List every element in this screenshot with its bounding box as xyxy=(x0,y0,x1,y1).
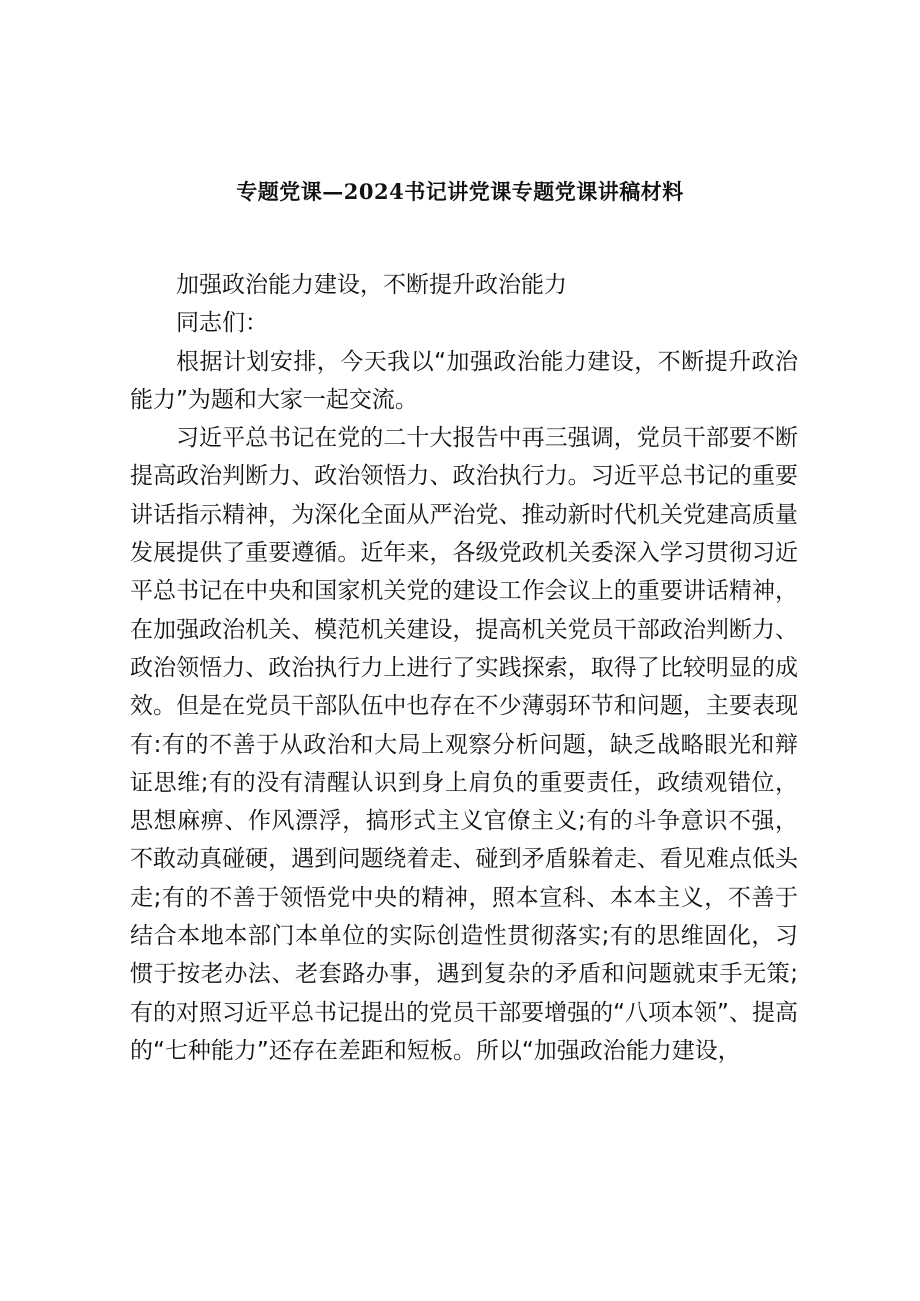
body-paragraph: 根据计划安排，今天我以“加强政治能力建设，不断提升政治能力”为题和大家一起交流。 xyxy=(130,348,798,413)
salutation: 同志们： xyxy=(176,310,268,337)
document-title: 专题党课—2024书记讲党课专题党课讲稿材料 xyxy=(236,179,684,204)
body-paragraph: 习近平总书记在党的二十大报告中再三强调，党员干部要不断提高政治判断力、政治领悟力、政治执行力。习近平总书记的重要讲话指示精神，为深化全面从严治党、推动新时代机关党建高质量发展提供了重要遵循。近年来，各级党政机关委深入学习贯彻习近平总书记在中央和国家机关党的建设工作会议上的重要讲话精神，在加强政治机关、模范机关建设，提高机关党员干部政治判断力、政治领悟力、政治执行力上进行了实践探索，取得了比较明显的成效。但是在党员干部队伍中也存在不少薄弱环节和问题，主要表现有:有的不善于从政治和大局上观察分析问题，缺乏战略眼光和辩证思维;有的没有清醒认识到身上肩负的重要责任，政绩观错位，思想麻痹、作风漂浮，搞形式主义官僚主义;有的斗争意识不强，不敢动真碰硬，遇到问题绕着走、碰到矛盾躲着走、看见难点低头走;有的不善于领悟党中央的精神，照本宣科、本本主义，不善于结合本地本部门本单位的实际创造性贯彻落实;有的思维固化，习惯于按老办法、老套路办事，遇到复杂的矛盾和问题就束手无策;有的对照习近平总书记提出的党员干部要增强的“八项本领”、提高的“七种能力”还存在差距和短板。所以“加强政治能力建设， xyxy=(130,425,798,1064)
section-heading: 加强政治能力建设，不断提升政治能力 xyxy=(176,272,567,298)
document-body xyxy=(130,266,798,1070)
